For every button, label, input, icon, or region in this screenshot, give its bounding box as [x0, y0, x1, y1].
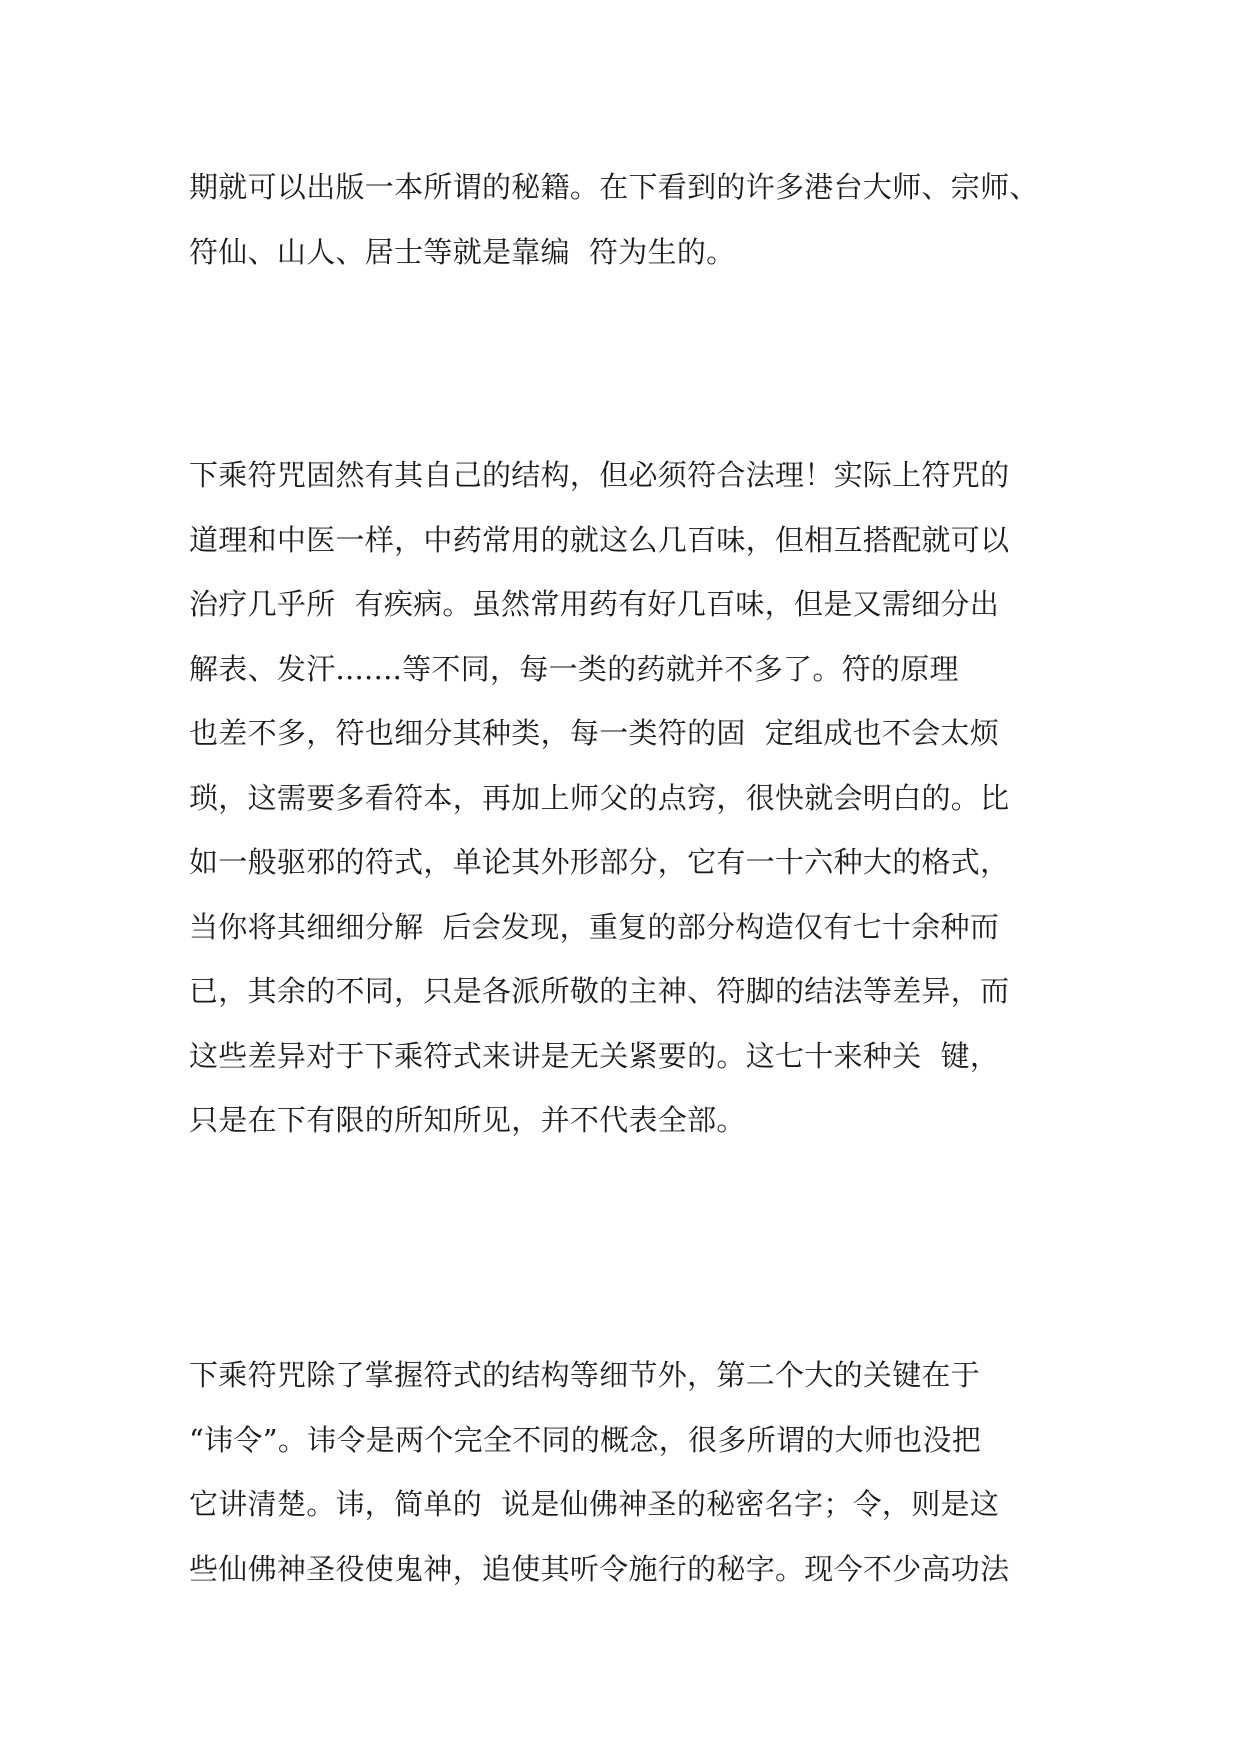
text-line: 些仙佛神圣役使鬼神，追使其听令施行的秘字。现今不少高功法: [189, 1551, 1010, 1586]
text-line: 它讲清楚。讳，简单的 说是仙佛神圣的秘密名字；令，则是这: [189, 1487, 1000, 1521]
text-line: 只是在下有限的所知所见，并不代表全部。: [189, 1103, 746, 1137]
text-line: 当你将其细细分解 后会发现，重复的部分构造仅有七十余种而: [189, 909, 1000, 944]
text-line: 解表、发汗.......等不同，每一类的药就并不多了。符的原理: [189, 651, 959, 686]
text-line: 这些差异对于下乘符式来讲是无关紧要的。这七十来种关 键，: [189, 1038, 1000, 1073]
text-line: 下乘符咒除了掌握符式的结构等细节外，第二个大的关键在于: [189, 1358, 981, 1392]
text-line: 治疗几乎所 有疾病。虽然常用药有好几百味，但是又需细分出: [189, 587, 1000, 621]
text-line: 道理和中医一样，中药常用的就这么几百味，但相互搭配就可以: [189, 522, 1010, 557]
text-line: 符仙、山人、居士等就是靠编 符为生的。: [189, 234, 736, 269]
text-line: 也差不多，符也细分其种类，每一类符的固 定组成也不会太烦: [189, 716, 1000, 750]
paragraph-2: [189, 443, 1069, 1153]
text-line: 琐，这需要多看符本，再加上师父的点窍，很快就会明白的。比: [189, 780, 1010, 815]
text-line: 已，其余的不同，只是各派所敬的主神、符脚的结法等差异，而: [189, 974, 1010, 1008]
text-line: 期就可以出版一本所谓的秘籍。在下看到的许多港台大师、宗师、: [189, 170, 1039, 204]
paragraph-1: [189, 155, 1069, 284]
text-line: 下乘符咒固然有其自己的结构，但必须符合法理！实际上符咒的: [189, 458, 1010, 492]
text-line: “讳令”。讳令是两个完全不同的概念，很多所谓的大师也没把: [189, 1422, 982, 1457]
paragraph-3: [189, 1343, 1069, 1601]
text-line: 如一般驱邪的符式，单论其外形部分，它有一十六种大的格式，: [189, 845, 1010, 879]
